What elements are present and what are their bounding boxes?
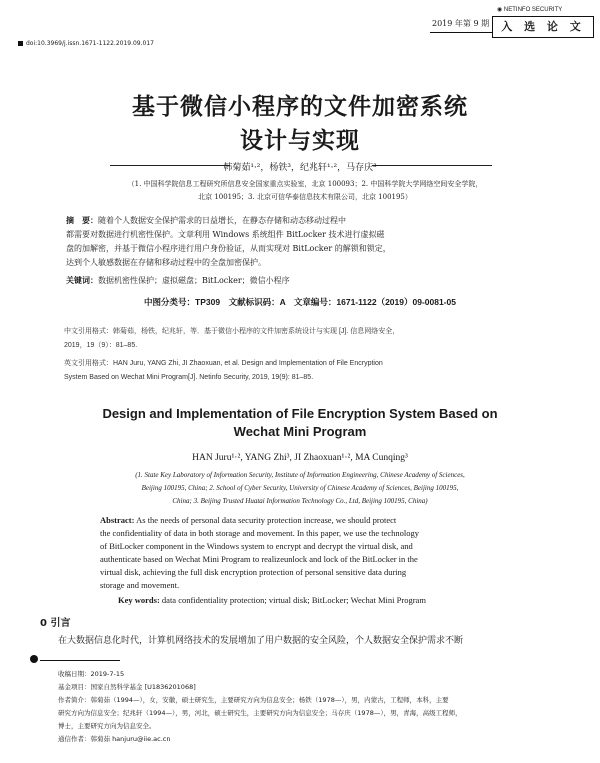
- issue-label: 2019 年第 9 期: [432, 19, 490, 28]
- section-heading: 0 引言: [40, 618, 71, 629]
- column-tab: 入 选 论 文: [492, 16, 594, 38]
- authors-en: HAN Juru¹·², YANG Zhi³, JI Zhaoxuan¹·², MA Cunqing³: [192, 453, 408, 463]
- abstract-cn-line: 摘 要：随着个人数据安全保护需求的日益增长，在静态存储和动态移动过程中: [66, 215, 346, 225]
- keywords-cn: 关键词：数据机密性保护；虚拟磁盘；BitLocker；微信小程序: [66, 275, 290, 285]
- abstract-en-label: Abstract:: [100, 515, 135, 525]
- footnote-line: 研究方向为信息安全；纪兆轩（1994—），男，河北，硕士研究生，主要研究方向为信息安全；马存庆（1978—），男，青海，高级工程师，: [58, 709, 462, 717]
- title-cn-line-1: 基于微信小程序的文件加密系统: [132, 93, 468, 120]
- header-rule: [430, 32, 492, 33]
- keywords-en-label: Key words:: [118, 595, 160, 605]
- footnote-line: 基金项目：国家自然科学基金 [U1836201068]: [58, 683, 196, 691]
- abstract-en-line: storage and movement.: [100, 580, 180, 590]
- authors-cn: 韩菊茹¹·²，杨铁³，纪兆轩¹·²，马存庆³: [223, 163, 377, 173]
- abstract-en-line: virtual disk, achieving the full disk encryption protection of personal sensitive data during: [100, 567, 407, 577]
- abstract-en-line: the confidentiality of data in both storage and movement. In this paper, we use the technology: [100, 528, 420, 538]
- citation-en-line: System Based on Wechat Mini Program[J]. Netinfo Security, 2019, 19(9): 81–85.: [64, 374, 314, 381]
- abstract-en-line: authenticate based on Wechat Mini Program to realizeunlock and lock of the BitLocker in the: [100, 554, 418, 564]
- title-cn-line-2: 设计与实现: [240, 127, 360, 154]
- abstract-cn-line: 都需要对数据进行机密性保护。文章利用 Windows 系统组件 BitLocker 技术进行虚拟磁: [66, 230, 385, 239]
- affiliation-cn-line: （1. 中国科学院信息工程研究所信息安全国家重点实验室，北京 100093；2. 中国科学院大学网络空间安全学院，: [127, 180, 483, 188]
- footnote-line: 作者简介：韩菊茹（1994—），女，安徽，硕士研究生，主要研究方向为信息安全；杨铁（1978—），男，内蒙古，工程师，本科，主要: [58, 696, 449, 704]
- footnote-line: 收稿日期：2019-7-15: [58, 670, 125, 678]
- affiliation-en-line: (1. State Key Laboratory of Information Security, Institute of Information Engineering, Chinese Academy of Sciences,: [135, 471, 465, 479]
- abstract-cn-label: 摘 要：: [66, 215, 98, 225]
- journal-logo: ◉ NETINFO SECURITY: [497, 7, 563, 13]
- logo-icon: ◉: [497, 7, 504, 13]
- citation-cn-line: 中文引用格式：韩菊茹，杨铁，纪兆轩，等．基于微信小程序的文件加密系统设计与实现 [J]. 信息网络安全，: [64, 328, 400, 335]
- intro-paragraph: 在大数据信息化时代，计算机网络技术的发展增加了用户数据的安全风险，个人数据安全保护需求不断: [58, 636, 464, 646]
- abstract-cn-line: 达到个人敏感数据在存储和移动过程中的全盘加密保护。: [66, 258, 266, 267]
- affiliation-en-line: China; 3. Beijing Trusted Huatai Information Technology Co., Ltd, Beijing 100195, China): [172, 497, 428, 505]
- footnote-bullet-icon: [30, 655, 38, 663]
- doi-line: doi:10.3969/j.issn.1671-1122.2019.09.017: [18, 40, 154, 47]
- citation-cn-line: 2019，19（9）：81–85.: [64, 342, 138, 349]
- square-bullet-icon: [18, 41, 23, 46]
- classification-line: 中图分类号：TP309 文献标识码：A 文章编号：1671-1122（2019）09-0081-05: [144, 297, 456, 307]
- affiliation-en-line: Beijing 100195, China; 2. School of Cyber Security, University of Chinese Academy of Sciences, Beijing 100195,: [141, 484, 459, 492]
- abstract-cn-line: 盘的加解密，并基于微信小程序进行用户身份验证，从而实现对 BitLocker 的解锁和锁定，: [66, 244, 391, 253]
- abstract-en-line: of BitLocker component in the Windows system to encrypt and decrypt the virtual disk, and: [100, 541, 413, 551]
- title-en-line-2: Wechat Mini Program: [233, 424, 367, 439]
- footnote-rule: [40, 660, 120, 661]
- footnote-line: 通信作者：韩菊茹 hanjuru@iie.ac.cn: [58, 735, 171, 743]
- title-en-line-1: Design and Implementation of File Encryption System Based on: [102, 406, 498, 421]
- keywords-cn-label: 关键词：: [66, 275, 98, 285]
- keywords-en: Key words: data confidentiality protection; virtual disk; BitLocker; Wechat Mini Program: [118, 595, 426, 605]
- citation-en-line: 英文引用格式：HAN Juru, YANG Zhi, JI Zhaoxuan, et al. Design and Implementation of File Encryption: [64, 360, 383, 367]
- abstract-en-line: Abstract: As the needs of personal data security protection increase, we should protect: [100, 515, 397, 525]
- footnote-line: 博士，主要研究方向为信息安全。: [58, 722, 156, 730]
- affiliation-cn-line: 北京 100195；3. 北京可信华泰信息技术有限公司，北京 100195）: [198, 193, 412, 201]
